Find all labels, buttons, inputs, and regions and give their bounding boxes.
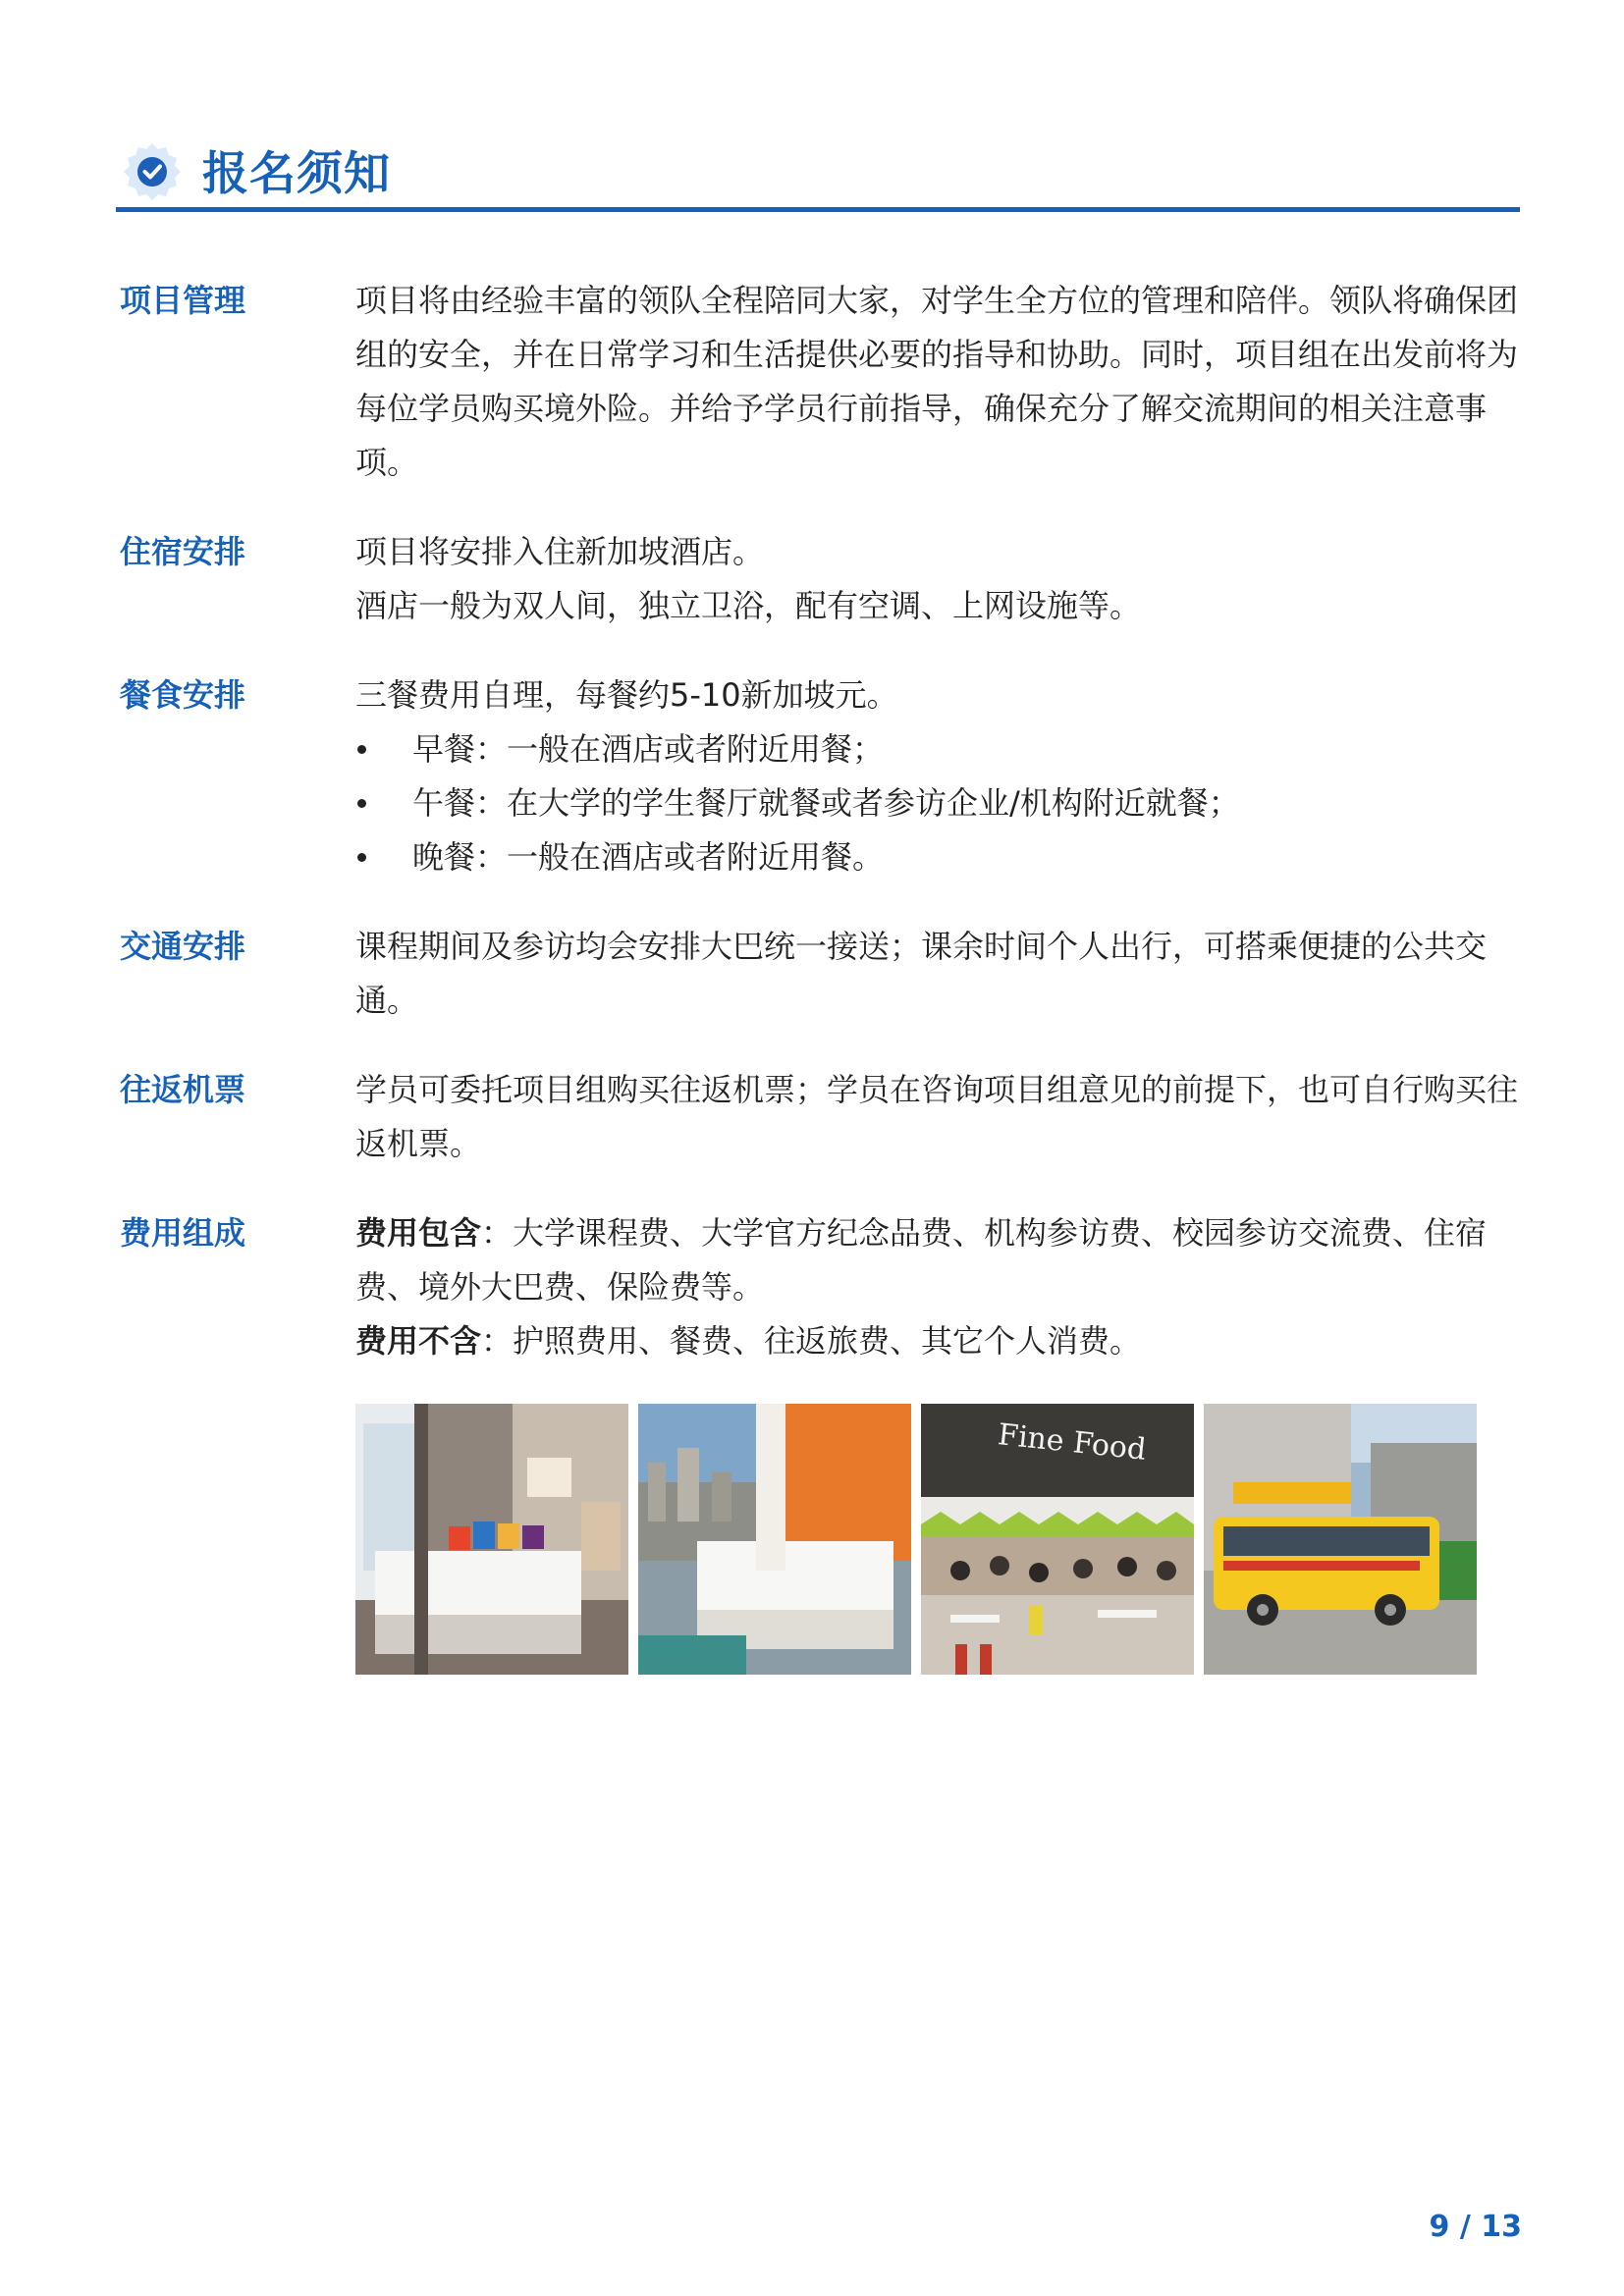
accommodation-line: 酒店一般为双人间，独立卫浴，配有空调、上网设施等。 [355, 587, 1142, 624]
section-header [116, 135, 1520, 214]
management-text: 项目将由经验丰富的领队全程陪同大家，对学生全方位的管理和陪伴。领队将确保团组的安全，并在日常学习和生活提供必要的指导和协助。同时，项目组在出发前将为每位学员购买境外险。并给予学员行前指导，确保充分了解交流期间的相关注意事项。 [355, 282, 1519, 481]
hotel-room-photo [638, 1404, 911, 1675]
photo-strip [355, 1404, 1475, 1675]
fees-included-label: 费用包含 [355, 1214, 482, 1252]
section-body [355, 920, 1520, 1028]
section-body [355, 668, 1520, 884]
coach-bus-photo [1204, 1404, 1477, 1675]
bullet-icon [357, 745, 366, 754]
section-label: 餐食安排 [120, 676, 246, 714]
list-item-text: 早餐：一般在酒店或者附近用餐； [412, 730, 885, 768]
coach-bus-image [1204, 1404, 1477, 1675]
check-badge-icon [122, 141, 183, 202]
list-item-text: 午餐：在大学的学生餐厅就餐或者参访企业/机构附近就餐； [412, 784, 1240, 822]
meals-intro: 三餐费用自理，每餐约5-10新加坡元。 [355, 676, 898, 714]
fees-included [355, 1206, 1520, 1314]
section-body [355, 1206, 1520, 1368]
header-divider [116, 207, 1520, 212]
fees-excluded-text: ：护照费用、餐费、往返旅费、其它个人消费。 [481, 1322, 1142, 1360]
page-number: 9 / 13 [1429, 2210, 1522, 2244]
hotel-room-image [355, 1404, 628, 1675]
fees-excluded-label: 费用不含 [355, 1322, 482, 1360]
bullet-icon [357, 799, 366, 808]
section-label: 住宿安排 [120, 533, 246, 570]
transport-text: 课程期间及参访均会安排大巴统一接送；课余时间个人出行，可搭乘便捷的公共交通。 [355, 928, 1488, 1019]
list-item [355, 776, 1520, 830]
hotel-room-photo [355, 1404, 628, 1675]
fees-excluded [355, 1314, 1520, 1368]
meals-list [355, 722, 1520, 884]
hotel-room-image [638, 1404, 911, 1675]
page-title: 报名须知 [202, 147, 391, 201]
accommodation-line: 项目将安排入住新加坡酒店。 [355, 533, 765, 570]
section-label: 交通安排 [120, 928, 246, 965]
food-sign: Fine Food [996, 1417, 1148, 1468]
list-item [355, 722, 1520, 776]
section-label: 项目管理 [120, 282, 246, 319]
bullet-icon [357, 853, 366, 862]
fees-included-text: ：大学课程费、大学官方纪念品费、机构参访费、校园参访交流费、住宿费、境外大巴费、保险费等。 [355, 1214, 1488, 1306]
section-body [355, 1063, 1520, 1171]
flights-text: 学员可委托项目组购买往返机票；学员在咨询项目组意见的前提下，也可自行购买往返机票。 [355, 1071, 1519, 1162]
section-body [355, 525, 1520, 633]
food-court-photo [921, 1404, 1194, 1675]
list-item [355, 830, 1520, 884]
section-label: 往返机票 [120, 1071, 246, 1108]
section-body [355, 274, 1520, 490]
section-label: 费用组成 [120, 1214, 246, 1252]
list-item-text: 晚餐：一般在酒店或者附近用餐。 [412, 838, 885, 876]
